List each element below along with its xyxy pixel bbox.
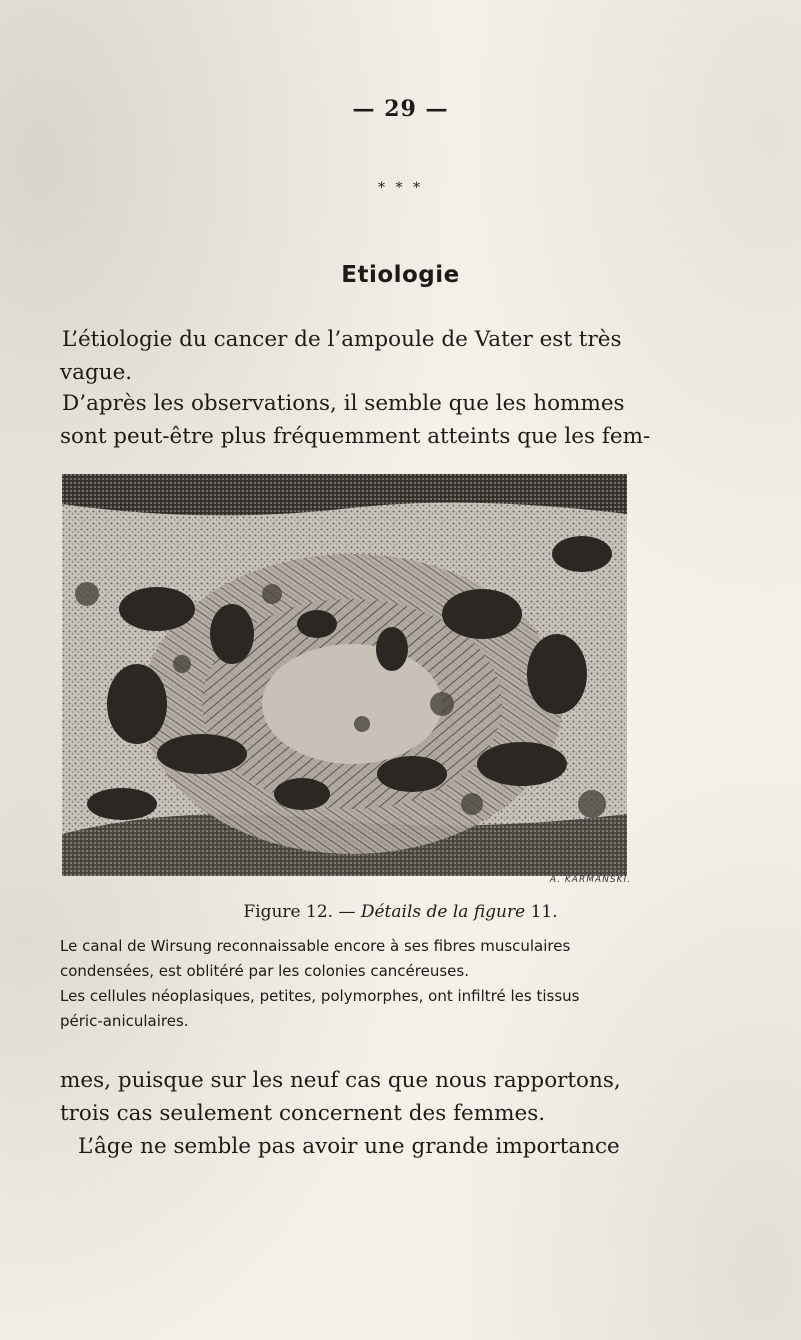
- figure-caption-reference: 11.: [530, 902, 558, 922]
- figure-legend-paragraph: [60, 934, 760, 984]
- legend-line: péric-aniculaires.: [60, 1012, 189, 1030]
- paragraph-line: L’étiologie du cancer de l’ampoule de Vater est très: [62, 327, 622, 352]
- paragraph-women-cases: [60, 1064, 760, 1163]
- histology-figure: [62, 474, 627, 876]
- histology-illustration: [62, 474, 627, 876]
- section-separator: * * *: [378, 180, 423, 196]
- legend-line: Le canal de Wirsung reconnaissable encore à ses fibres musculaires: [60, 937, 571, 955]
- paragraph-observations: [60, 387, 760, 453]
- paragraph-line: L’âge ne semble pas avoir une grande importance: [78, 1134, 620, 1159]
- paragraph-line: mes, puisque sur les neuf cas que nous rapportons,: [60, 1068, 621, 1093]
- paragraph-line: sont peut-être plus fréquemment atteints que les fem-: [60, 424, 651, 449]
- figure-caption-prefix: Figure 12. —: [243, 902, 356, 922]
- paragraph-etiology-intro: [60, 323, 760, 389]
- figure-legend-paragraph: [60, 984, 760, 1034]
- paragraph-line: vague.: [60, 360, 133, 385]
- legend-line: condensées, est oblitéré par les colonies cancéreuses.: [60, 962, 469, 980]
- paragraph-line: trois cas seulement concernent des femmes.: [60, 1101, 546, 1126]
- figure-caption: [0, 902, 801, 922]
- section-title: Etiologie: [341, 262, 460, 288]
- paragraph-line: D’après les observations, il semble que les hommes: [62, 391, 625, 416]
- legend-line: Les cellules néoplasiques, petites, polymorphes, ont infiltré les tissus: [60, 987, 580, 1005]
- figure-caption-title: Détails de la figure: [360, 902, 526, 922]
- page-number: — 29 —: [352, 96, 449, 122]
- figure-artist-signature: A. KARMANSKI.: [549, 875, 631, 885]
